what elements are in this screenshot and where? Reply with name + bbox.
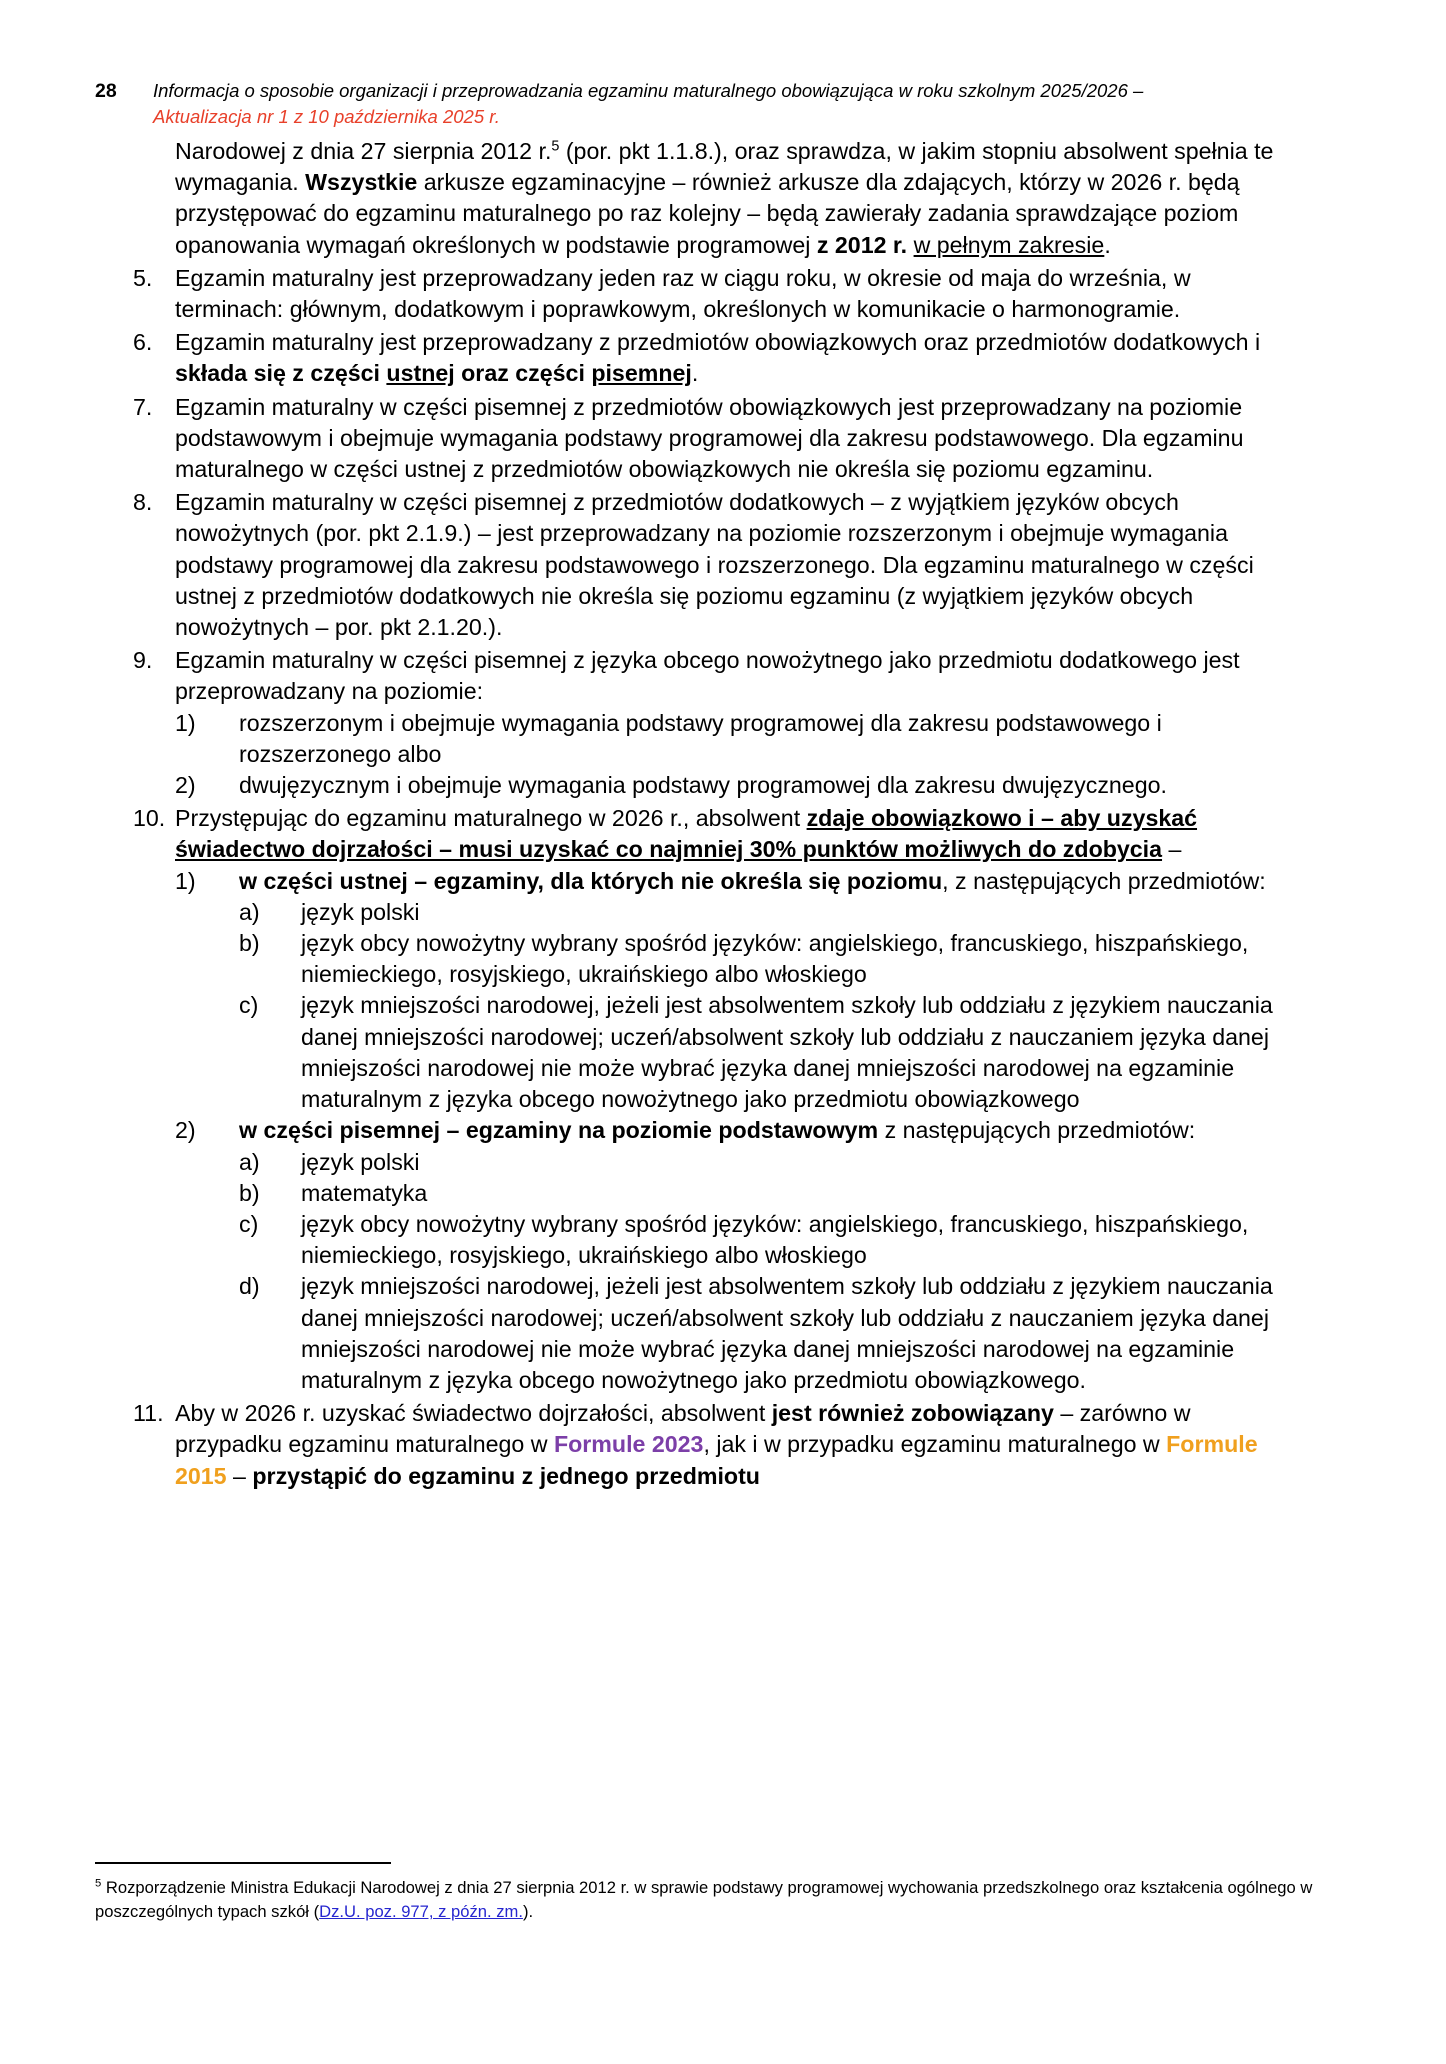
list-item-9-sub-1-text: rozszerzonym i obejmuje wymagania podstawy programowej dla zakresu podstawowego i rozszerzonego albo	[239, 709, 1162, 767]
list-item-11-text-4: –	[226, 1462, 253, 1489]
header-title-block	[153, 78, 1366, 129]
list-item-10-1-c-text: język mniejszości narodowej, jeżeli jest absolwentem szkoły lub oddziału z językiem nauczania danej mniejszości narodowej; uczeń/absolwent szkoły lub oddziału z nauczaniem języka danej mniejszości narodowej nie może wybrać języka danej mniejszości narodowej na egzaminie maturalnym z języka obcego nowożytnego jako przedmiotu obowiązkowego	[301, 992, 1273, 1113]
list-marker-7: 7.	[133, 393, 153, 420]
list-item-6	[95, 327, 1295, 389]
intro-text-2: (por. pkt 1.1.8.), oraz sprawdza, w jakim stopniu absolwent spełnia te wymagania.	[175, 138, 1274, 196]
list-item-6-boldunderline-1: ustnej	[386, 360, 455, 387]
list-item-10-boldunderline-1: zdaje obowiązkowo i – aby uzyskać świadectwo dojrzałości – musi uzyskać co najmniej 30% punktów możliwych do zdobycia	[175, 805, 1198, 863]
list-item-10-2-c	[239, 1209, 1295, 1271]
numbered-list-main	[95, 263, 1295, 1492]
list-marker-10-1-b: b)	[239, 930, 260, 957]
list-item-10-sub-1	[175, 866, 1295, 1116]
list-marker-10-1: 1)	[175, 867, 196, 894]
intro-bold-2: z 2012 r.	[816, 231, 908, 258]
list-item-9-sublist	[175, 708, 1295, 802]
list-item-5	[95, 263, 1295, 325]
list-item-10-sub-1-bold: w części ustnej – egzaminy, dla których nie określa się poziomu	[239, 867, 943, 894]
list-marker-9: 9.	[133, 647, 153, 674]
intro-bold-1: Wszystkie	[305, 169, 418, 196]
list-item-6-text-1: Egzamin maturalny jest przeprowadzany z przedmiotów obowiązkowych oraz przedmiotów dodatkowych i	[175, 329, 1261, 356]
list-item-10	[95, 803, 1295, 1396]
list-item-10-sub-2	[175, 1115, 1295, 1396]
list-item-8	[95, 487, 1295, 643]
list-item-10-sub-1-text: , z następujących przedmiotów:	[942, 867, 1266, 894]
list-marker-10-1-c: c)	[239, 992, 259, 1019]
list-item-10-1-a-text: język polski	[301, 898, 420, 925]
list-item-11	[95, 1398, 1295, 1492]
list-item-10-2-d	[239, 1271, 1295, 1396]
list-marker-10-2-b: b)	[239, 1179, 260, 1206]
list-item-6-bold-1: składa się z części	[175, 360, 387, 387]
list-marker-10-2-d: d)	[239, 1273, 260, 1300]
list-item-8-text: Egzamin maturalny w części pisemnej z przedmiotów dodatkowych – z wyjątkiem języków obcych nowożytnych (por. pkt 2.1.9.) – jest przeprowadzany na poziomie rozszerzonym i obejmuje wymagania podstawy programowej dla zakresu podstawowego i rozszerzonego. Dla egzaminu maturalnego w części ustnej z przedmiotów dodatkowych nie określa się poziomu egzaminu (z wyjątkiem języków obcych nowożytnych – por. pkt 2.1.20.).	[175, 489, 1254, 641]
page-number: 28	[95, 80, 117, 102]
list-marker-10: 10.	[133, 805, 166, 832]
list-item-10-2-b-text: matematyka	[301, 1179, 428, 1206]
list-marker-10-1-a: a)	[239, 898, 260, 925]
footnote-text-1: Rozporządzenie Ministra Edukacji Narodowej z dnia 27 sierpnia 2012 r. w sprawie podstawy programowej wychowania przedszkolnego oraz kształcenia ogólnego w poszczególnych typach szkół (	[95, 1878, 1313, 1922]
list-item-10-sub-2-text: z następujących przedmiotów:	[878, 1117, 1196, 1144]
list-item-10-1-a	[239, 897, 1295, 928]
list-item-6-text-2: .	[691, 360, 699, 387]
intro-text-5: .	[1104, 231, 1111, 258]
footnote-text-2: ).	[522, 1902, 534, 1922]
list-item-9-sub-1	[175, 708, 1295, 770]
footnote-number: 5	[95, 1877, 102, 1890]
footnote-area	[95, 1862, 1350, 1924]
list-marker-10-2: 2)	[175, 1117, 196, 1144]
footnote-text	[95, 1876, 1350, 1924]
list-item-9-sub-2-text: dwujęzycznym i obejmuje wymagania podstawy programowej dla zakresu dwujęzycznego.	[239, 772, 1167, 799]
formula-2015-label: Formule 2015	[175, 1431, 1258, 1489]
list-item-10-2-b	[239, 1178, 1295, 1209]
list-item-7	[95, 392, 1295, 486]
footnote-reference-marker: 5	[551, 138, 560, 155]
list-item-11-text-3: , jak i w przypadku egzaminu maturalnego w	[703, 1431, 1167, 1458]
list-item-10-sublist	[175, 866, 1295, 1396]
list-item-10-1-b	[239, 928, 1295, 990]
list-item-7-text: Egzamin maturalny w części pisemnej z przedmiotów obowiązkowych jest przeprowadzany na poziomie podstawowym i obejmuje wymagania podstawy programowej dla zakresu podstawowego. Dla egzaminu maturalnego w części ustnej z przedmiotów obowiązkowych nie określa się poziomu egzaminu.	[175, 393, 1244, 483]
list-item-10-sub-2-bold: w części pisemnej – egzaminy na poziomie podstawowym	[239, 1117, 879, 1144]
list-item-10-2-c-text: język obcy nowożytny wybrany spośród języków: angielskiego, francuskiego, hiszpańskiego, niemieckiego, rosyjskiego, ukraińskiego albo włoskiego	[301, 1210, 1249, 1269]
footnote-hyperlink[interactable]: Dz.U. poz. 977, z późn. zm.	[319, 1902, 523, 1922]
list-marker-11: 11.	[133, 1400, 164, 1427]
list-item-10-sub-1-letters	[239, 897, 1295, 1115]
list-item-11-bold-1: jest również zobowiązany	[771, 1400, 1054, 1427]
list-item-11-text-1: Aby w 2026 r. uzyskać świadectwo dojrzałości, absolwent	[175, 1400, 772, 1427]
list-item-11-bold-2: przystąpić do egzaminu z jednego przedmiotu	[252, 1462, 760, 1489]
list-item-10-2-a	[239, 1147, 1295, 1178]
list-item-9-sub-2	[175, 770, 1295, 801]
list-marker-6: 6.	[133, 329, 153, 356]
list-item-6-bold-2: oraz części	[454, 360, 592, 387]
list-item-6-boldunderline-2: pisemnej	[591, 360, 692, 387]
list-item-5-text: Egzamin maturalny jest przeprowadzany jeden raz w ciągu roku, w okresie od maja do września, w terminach: głównym, dodatkowym i poprawkowym, określonych w komunikacie o harmonogramie.	[175, 264, 1191, 323]
intro-text-1: Narodowej z dnia 27 sierpnia 2012 r.	[175, 138, 552, 164]
list-marker-10-2-a: a)	[239, 1148, 260, 1175]
list-item-10-2-a-text: język polski	[301, 1148, 420, 1175]
intro-paragraph	[175, 136, 1295, 261]
intro-text-3: arkusze egzaminacyjne – również arkusze dla zdających, którzy w 2026 r. będą przystępować do egzaminu maturalnego po raz kolejny – będą zawierały zadania sprawdzające poziom opanowania wymagań określonych w podstawie programowej	[175, 169, 1240, 258]
intro-underline-1: w pełnym zakresie	[913, 231, 1105, 258]
formula-2023-label: Formule 2023	[553, 1431, 704, 1458]
footnote-separator-rule	[95, 1862, 391, 1864]
list-item-10-text-1: Przystępując do egzaminu maturalnego w 2026 r., absolwent	[175, 805, 807, 832]
list-marker-10-2-c: c)	[239, 1210, 259, 1237]
list-item-9-text: Egzamin maturalny w części pisemnej z języka obcego nowożytnego jako przedmiotu dodatkowego jest przeprowadzany na poziomie:	[175, 647, 1240, 705]
header-title-line: Informacja o sposobie organizacji i przeprowadzania egzaminu maturalnego obowiązująca w roku szkolnym 2025/2026 –	[153, 80, 1144, 101]
list-marker-8: 8.	[133, 489, 153, 516]
list-marker-9-2: 2)	[175, 772, 196, 799]
list-item-11-text-2: – zarówno w przypadku egzaminu maturalnego w	[175, 1400, 1191, 1458]
list-marker-5: 5.	[133, 264, 153, 291]
header-update-line: Aktualizacja nr 1 z 10 października 2025 r.	[153, 105, 500, 127]
list-marker-9-1: 1)	[175, 709, 196, 736]
running-head	[95, 78, 1366, 129]
list-item-10-2-d-text: język mniejszości narodowej, jeżeli jest absolwentem szkoły lub oddziału z językiem nauczania danej mniejszości narodowej; uczeń/absolwent szkoły lub oddziału z nauczaniem języka danej mniejszości narodowej nie może wybrać języka danej mniejszości narodowej na egzaminie maturalnym z języka obcego nowożytnego jako przedmiotu obowiązkowego.	[301, 1273, 1273, 1393]
list-item-9	[95, 645, 1295, 801]
document-body	[95, 136, 1295, 1492]
list-item-10-1-b-text: język obcy nowożytny wybrany spośród języków: angielskiego, francuskiego, hiszpańskiego, niemieckiego, rosyjskiego, ukraińskiego albo włoskiego	[301, 930, 1249, 988]
list-item-10-1-c	[239, 990, 1295, 1115]
list-item-10-text-2: –	[1162, 836, 1182, 863]
list-item-10-sub-2-letters	[239, 1147, 1295, 1397]
